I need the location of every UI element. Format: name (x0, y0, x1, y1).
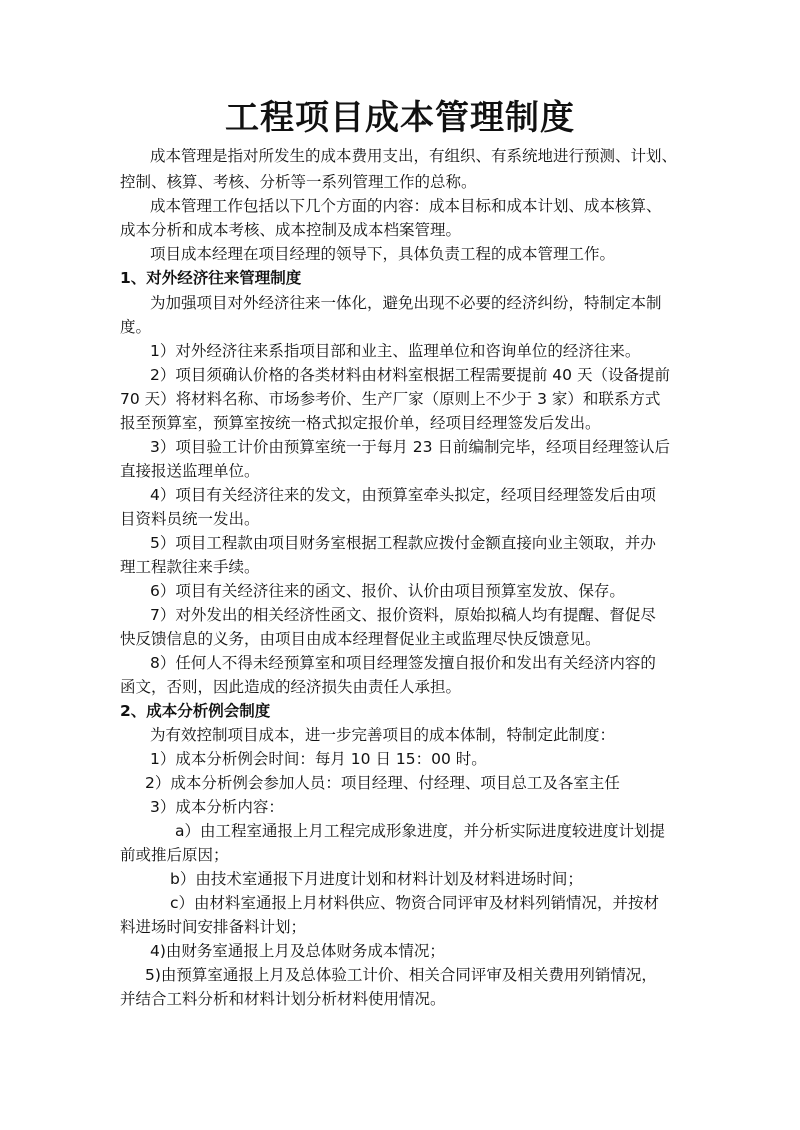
body-line: 前或推后原因； (120, 846, 229, 864)
body-line: 项目成本经理在项目经理的领导下，具体负责工程的成本管理工作。 (150, 245, 616, 263)
body-line: 快反馈信息的义务，由项目由成本经理督促业主或监理尽快反馈意见。 (120, 630, 601, 648)
body-line: 4）项目有关经济往来的发文，由预算室牵头拟定，经项目经理签发后由项 (150, 486, 656, 504)
body-line: 为加强项目对外经济往来一体化，避免出现不必要的经济纠纷，特制定本制 (150, 294, 662, 312)
body-line: 目资料员统一发出。 (120, 510, 260, 528)
body-line: 为有效控制项目成本，进一步完善项目的成本体制，特制定此制度： (150, 726, 616, 744)
body-line: 1）对外经济往来系指项目部和业主、监理单位和咨询单位的经济往来。 (150, 342, 641, 360)
body-line: 函文，否则，因此造成的经济损失由责任人承担。 (120, 678, 462, 696)
body-line: 8）任何人不得未经预算室和项目经理签发擅自报价和发出有关经济内容的 (150, 654, 656, 672)
body-line: 成本分析和成本考核、成本控制及成本档案管理。 (120, 221, 462, 239)
body-line: 报至预算室，预算室按统一格式拟定报价单，经项目经理签发后发出。 (120, 414, 601, 432)
body-line: 直接报送监理单位。 (120, 462, 260, 480)
body-line: 理工程款往来手续。 (120, 558, 260, 576)
body-line: 控制、核算、考核、分析等一系列管理工作的总称。 (120, 173, 477, 191)
body-line: 料进场时间安排备料计划； (120, 918, 307, 936)
body-line: 成本管理是指对所发生的成本费用支出，有组织、有系统地进行预测、计划、 (150, 147, 678, 165)
body-line: c）由材料室通报上月材料供应、物资合同评审及材料列销情况，并按材 (170, 894, 660, 912)
document-title: 工程项目成本管理制度 (225, 98, 575, 138)
body-line: 70 天）将材料名称、市场参考价、生产厂家（原则上不少于 3 家）和联系方式 (120, 390, 661, 408)
body-line: 并结合工料分析和材料计划分析材料使用情况。 (120, 990, 446, 1008)
body-line: b）由技术室通报下月进度计划和材料计划及材料进场时间； (170, 870, 583, 888)
body-line: 3）项目验工计价由预算室统一于每月 23 日前编制完毕，经项目经理签认后 (150, 438, 670, 456)
body-line: a）由工程室通报上月工程完成形象进度，并分析实际进度较进度计划提 (175, 822, 666, 840)
body-line: 1）成本分析例会时间：每月 10 日 15：00 时。 (150, 750, 487, 768)
section-heading: 2、成本分析例会制度 (120, 702, 271, 720)
body-line: 5)由预算室通报上月及总体验工计价、相关合同评审及相关费用列销情况， (145, 966, 657, 984)
body-line: 4)由财务室通报上月及总体财务成本情况； (150, 942, 445, 960)
section-heading: 1、对外经济往来管理制度 (120, 269, 302, 287)
body-line: 7）对外发出的相关经济性函文、报价资料，原始拟稿人均有提醒、督促尽 (150, 606, 656, 624)
body-line: 6）项目有关经济往来的函文、报价、认价由项目预算室发放、保存。 (150, 582, 625, 600)
body-line: 3）成本分析内容： (150, 798, 284, 816)
body-line: 成本管理工作包括以下几个方面的内容：成本目标和成本计划、成本核算、 (150, 197, 662, 215)
body-line: 5）项目工程款由项目财务室根据工程款应拨付金额直接向业主领取，并办 (150, 534, 656, 552)
body-line: 2）项目须确认价格的各类材料由材料室根据工程需要提前 40 天（设备提前 (150, 366, 670, 384)
body-line: 2）成本分析例会参加人员：项目经理、付经理、项目总工及各室主任 (145, 774, 620, 792)
body-line: 度。 (120, 318, 152, 336)
